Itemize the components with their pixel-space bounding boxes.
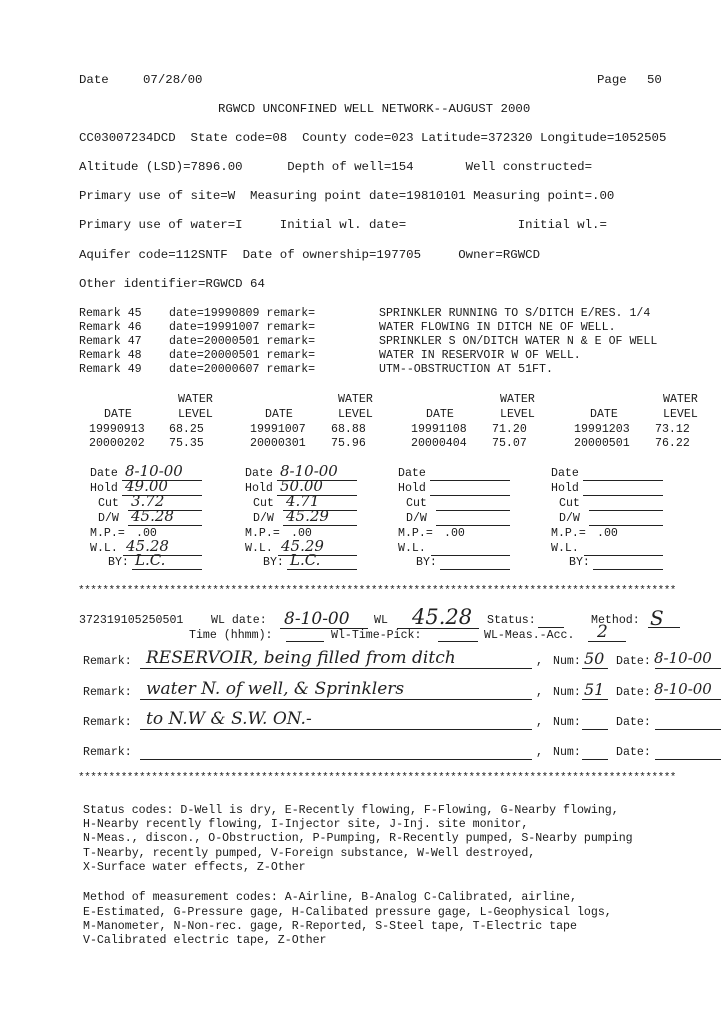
status-code-line: T-Nearby, recently pumped, V-Foreign substance, W-Well destroyed, — [83, 847, 536, 860]
comma: , — [536, 686, 543, 699]
table-cell-date: 20000301 — [250, 437, 306, 450]
wl-date-handwritten[interactable]: 8-10-00 — [284, 609, 350, 629]
remark-line[interactable] — [140, 759, 532, 760]
column-header-level: LEVEL — [500, 408, 535, 421]
separator-stars: ************************************************************************************************** — [78, 772, 676, 784]
entry-mp-label: M.P.= — [245, 527, 280, 540]
site-info-line-2: Altitude (LSD)=7896.00 Depth of well=154 Well constructed= — [79, 160, 593, 174]
site-info-line-6: Other identifier=RGWCD 64 — [79, 277, 265, 291]
entry-by-line[interactable] — [593, 569, 663, 570]
column-header-water: WATER — [178, 393, 213, 406]
method-code-line: Method of measurement codes: A-Airline, B-Analog C-Calibrated, airline, — [83, 891, 577, 904]
remark-num-handwritten: 51 — [584, 680, 605, 699]
column-header-level: LEVEL — [178, 408, 213, 421]
remark-text: WATER FLOWING IN DITCH NE OF WELL. — [379, 321, 616, 334]
entry-wl-label: W.L. — [551, 542, 579, 555]
remark-num-label: Num: — [553, 716, 581, 729]
column-header-water: WATER — [500, 393, 535, 406]
status-code-line: H-Nearby recently flowing, I-Injector site, J-Inj. site monitor, — [83, 818, 529, 831]
column-header-level: LEVEL — [338, 408, 373, 421]
remark-number: Remark 47 — [79, 335, 142, 348]
remark-num-label: Num: — [553, 746, 581, 759]
wl-meas-acc-label: WL-Meas.-Acc. — [484, 629, 575, 642]
remark-date-line[interactable] — [655, 699, 721, 700]
entry-mp-value: .00 — [444, 527, 465, 540]
remark-number: Remark 48 — [79, 349, 142, 362]
entry-by-label: BY: — [416, 556, 437, 569]
entry-date-handwritten: 8-10-00 — [125, 462, 183, 480]
entry-wl-line[interactable] — [584, 555, 663, 556]
remark-number: Remark 45 — [79, 307, 142, 320]
remark-date-label: Date: — [616, 686, 651, 699]
table-cell-date: 20000202 — [89, 437, 145, 450]
remark-date: date=20000501 remark= — [169, 349, 316, 362]
remark-date-handwritten: 8-10-00 — [654, 680, 712, 698]
entry-hold-label: Hold — [90, 482, 118, 495]
column-header-date: DATE — [265, 408, 293, 421]
entry-dw-line[interactable] — [283, 525, 357, 526]
remark-date: date=19991007 remark= — [169, 321, 316, 334]
remark-number: Remark 49 — [79, 363, 142, 376]
column-header-water: WATER — [663, 393, 698, 406]
entry-by-line[interactable] — [132, 569, 202, 570]
remark-date: date=20000501 remark= — [169, 335, 316, 348]
table-cell-date: 20000501 — [574, 437, 630, 450]
entry-cut-line[interactable] — [436, 510, 510, 511]
entry-date-label: Date — [551, 467, 579, 480]
column-header-date: DATE — [426, 408, 454, 421]
entry-cut-line[interactable] — [589, 510, 663, 511]
remark-label: Remark: — [83, 716, 132, 729]
entry-mp-value: .00 — [291, 527, 312, 540]
table-cell-level: 75.07 — [492, 437, 527, 450]
site-info-line-4: Primary use of water=I Initial wl. date= Initial wl.= — [79, 218, 607, 232]
remark-handwritten: RESERVOIR, being filled from ditch — [146, 648, 456, 668]
remark-date-line[interactable] — [655, 668, 721, 669]
wl-time-pick-line[interactable] — [438, 641, 478, 642]
column-header-date: DATE — [104, 408, 132, 421]
column-header-level: LEVEL — [663, 408, 698, 421]
entry-cut-label: Cut — [98, 497, 119, 510]
date-label: Date — [79, 73, 109, 87]
site-id: 372319105250501 — [79, 614, 184, 627]
status-line[interactable] — [538, 627, 564, 628]
wl-label: WL — [374, 614, 388, 627]
remark-label: Remark: — [83, 655, 132, 668]
status-code-line: N-Meas., discon., O-Obstruction, P-Pumping, R-Recently pumped, S-Nearby pumping — [83, 832, 633, 845]
remark-text: SPRINKLER RUNNING TO S/DITCH E/RES. 1/4 — [379, 307, 651, 320]
entry-wl-label: W.L. — [90, 542, 118, 555]
status-label: Status: — [487, 614, 536, 627]
wl-value-handwritten[interactable]: 45.28 — [412, 605, 473, 629]
entry-dw-label: D/W — [253, 512, 274, 525]
wl-meas-acc-handwritten[interactable]: 2 — [597, 622, 608, 642]
entry-date-handwritten: 8-10-00 — [280, 462, 338, 480]
status-code-line: Status codes: D-Well is dry, E-Recently flowing, F-Flowing, G-Nearby flowing, — [83, 804, 619, 817]
entry-dw-line[interactable] — [128, 525, 202, 526]
entry-by-handwritten: L.C. — [135, 551, 166, 569]
entry-date-line[interactable] — [430, 480, 510, 481]
entry-hold-label: Hold — [245, 482, 273, 495]
column-header-date: DATE — [590, 408, 618, 421]
time-line[interactable] — [286, 641, 324, 642]
entry-date-label: Date — [90, 467, 118, 480]
entry-by-label: BY: — [263, 556, 284, 569]
remark-num-line[interactable] — [582, 668, 608, 669]
remark-date: date=19990809 remark= — [169, 307, 316, 320]
remark-num-line[interactable] — [582, 729, 608, 730]
remark-date-line[interactable] — [655, 759, 721, 760]
entry-cut-label: Cut — [559, 497, 580, 510]
entry-dw-handwritten: 45.29 — [286, 507, 329, 525]
entry-wl-label: W.L. — [398, 542, 426, 555]
entry-hold-line[interactable] — [430, 495, 510, 496]
entry-dw-line[interactable] — [436, 525, 510, 526]
remark-label: Remark: — [83, 686, 132, 699]
entry-by-line[interactable] — [287, 569, 357, 570]
column-header-water: WATER — [338, 393, 373, 406]
entry-by-line[interactable] — [440, 569, 510, 570]
remark-date-line[interactable] — [655, 729, 721, 730]
site-info-line-5: Aquifer code=112SNTF Date of ownership=197705 Owner=RGWCD — [79, 248, 541, 262]
table-cell-date: 19991203 — [574, 423, 630, 436]
entry-by-label: BY: — [569, 556, 590, 569]
remark-num-handwritten: 50 — [584, 649, 605, 668]
page-number: 50 — [647, 73, 662, 87]
remark-num-label: Num: — [553, 686, 581, 699]
site-info-line-3: Primary use of site=W Measuring point date=19810101 Measuring point=.00 — [79, 189, 615, 203]
remark-line[interactable] — [140, 729, 532, 730]
entry-dw-handwritten: 45.28 — [131, 507, 174, 525]
table-cell-level: 71.20 — [492, 423, 527, 436]
entry-wl-handwritten: 45.28 — [126, 537, 169, 555]
date-value: 07/28/00 — [143, 73, 203, 87]
entry-date-label: Date — [245, 467, 273, 480]
entry-cut-handwritten: 4.71 — [286, 492, 320, 510]
table-cell-level: 68.25 — [169, 423, 204, 436]
table-cell-level: 76.22 — [655, 437, 690, 450]
comma: , — [536, 716, 543, 729]
table-cell-date: 19991108 — [411, 423, 467, 436]
table-cell-level: 73.12 — [655, 423, 690, 436]
entry-mp-label: M.P.= — [398, 527, 433, 540]
entry-cut-handwritten: 3.72 — [131, 492, 165, 510]
entry-hold-label: Hold — [551, 482, 579, 495]
method-label: Method: — [591, 614, 640, 627]
wl-date-label: WL date: — [211, 614, 267, 627]
remark-label: Remark: — [83, 746, 132, 759]
remark-num-label: Num: — [553, 655, 581, 668]
remark-date-label: Date: — [616, 716, 651, 729]
table-cell-date: 20000404 — [411, 437, 467, 450]
separator-stars: ************************************************************************************************** — [78, 585, 676, 597]
table-cell-level: 68.88 — [331, 423, 366, 436]
remark-date-label: Date: — [616, 746, 651, 759]
entry-by-handwritten: L.C. — [290, 551, 321, 569]
site-info-line-1: CC03007234DCD State code=08 County code=023 Latitude=372320 Longitude=1052505 — [79, 131, 667, 145]
remark-line[interactable] — [140, 668, 532, 669]
remark-date-label: Date: — [616, 655, 651, 668]
entry-mp-label: M.P.= — [551, 527, 586, 540]
remark-date: date=20000607 remark= — [169, 363, 316, 376]
status-code-line: X-Surface water effects, Z-Other — [83, 861, 306, 874]
entry-mp-value: .00 — [597, 527, 618, 540]
wl-time-pick-label: Wl-Time-Pick: — [331, 629, 422, 642]
table-cell-level: 75.96 — [331, 437, 366, 450]
page-label: Page — [597, 73, 627, 87]
remark-handwritten: to N.W & S.W. ON.- — [146, 709, 312, 729]
page-title: RGWCD UNCONFINED WELL NETWORK--AUGUST 2000 — [218, 102, 531, 116]
entry-date-line[interactable] — [583, 480, 663, 481]
method-code-line: V-Calibrated electric tape, Z-Other — [83, 934, 327, 947]
remark-date-handwritten: 8-10-00 — [654, 649, 712, 667]
entry-wl-line[interactable] — [431, 555, 510, 556]
method-code-line: E-Estimated, G-Pressure gage, H-Calibated pressure gage, L-Geophysical logs, — [83, 906, 612, 919]
comma: , — [536, 746, 543, 759]
remark-text: WATER IN RESERVOIR W OF WELL. — [379, 349, 581, 362]
remark-num-line[interactable] — [582, 699, 608, 700]
table-cell-date: 19990913 — [89, 423, 145, 436]
remark-handwritten: water N. of well, & Sprinklers — [146, 679, 405, 699]
time-label: Time (hhmm): — [189, 629, 273, 642]
entry-dw-line[interactable] — [589, 525, 663, 526]
entry-date-label: Date — [398, 467, 426, 480]
remark-number: Remark 46 — [79, 321, 142, 334]
remark-line[interactable] — [140, 699, 532, 700]
remark-num-line[interactable] — [582, 759, 608, 760]
table-cell-date: 19991007 — [250, 423, 306, 436]
entry-dw-label: D/W — [98, 512, 119, 525]
entry-hold-line[interactable] — [583, 495, 663, 496]
method-code-line: M-Manometer, N-Non-rec. gage, R-Reported, S-Steel tape, T-Electric tape — [83, 920, 577, 933]
entry-cut-label: Cut — [253, 497, 274, 510]
entry-hold-handwritten: 49.00 — [125, 477, 168, 495]
comma: , — [536, 655, 543, 668]
table-cell-level: 75.35 — [169, 437, 204, 450]
entry-dw-label: D/W — [406, 512, 427, 525]
remark-text: UTM--OBSTRUCTION AT 51FT. — [379, 363, 553, 376]
entry-wl-handwritten: 45.29 — [281, 537, 324, 555]
entry-mp-label: M.P.= — [90, 527, 125, 540]
entry-dw-label: D/W — [559, 512, 580, 525]
entry-hold-handwritten: 50.00 — [280, 477, 323, 495]
method-handwritten[interactable]: S — [650, 606, 664, 630]
entry-wl-label: W.L. — [245, 542, 273, 555]
entry-cut-label: Cut — [406, 497, 427, 510]
remark-text: SPRINKLER S ON/DITCH WATER N & E OF WELL — [379, 335, 658, 348]
entry-mp-value: .00 — [136, 527, 157, 540]
entry-hold-label: Hold — [398, 482, 426, 495]
entry-by-label: BY: — [108, 556, 129, 569]
